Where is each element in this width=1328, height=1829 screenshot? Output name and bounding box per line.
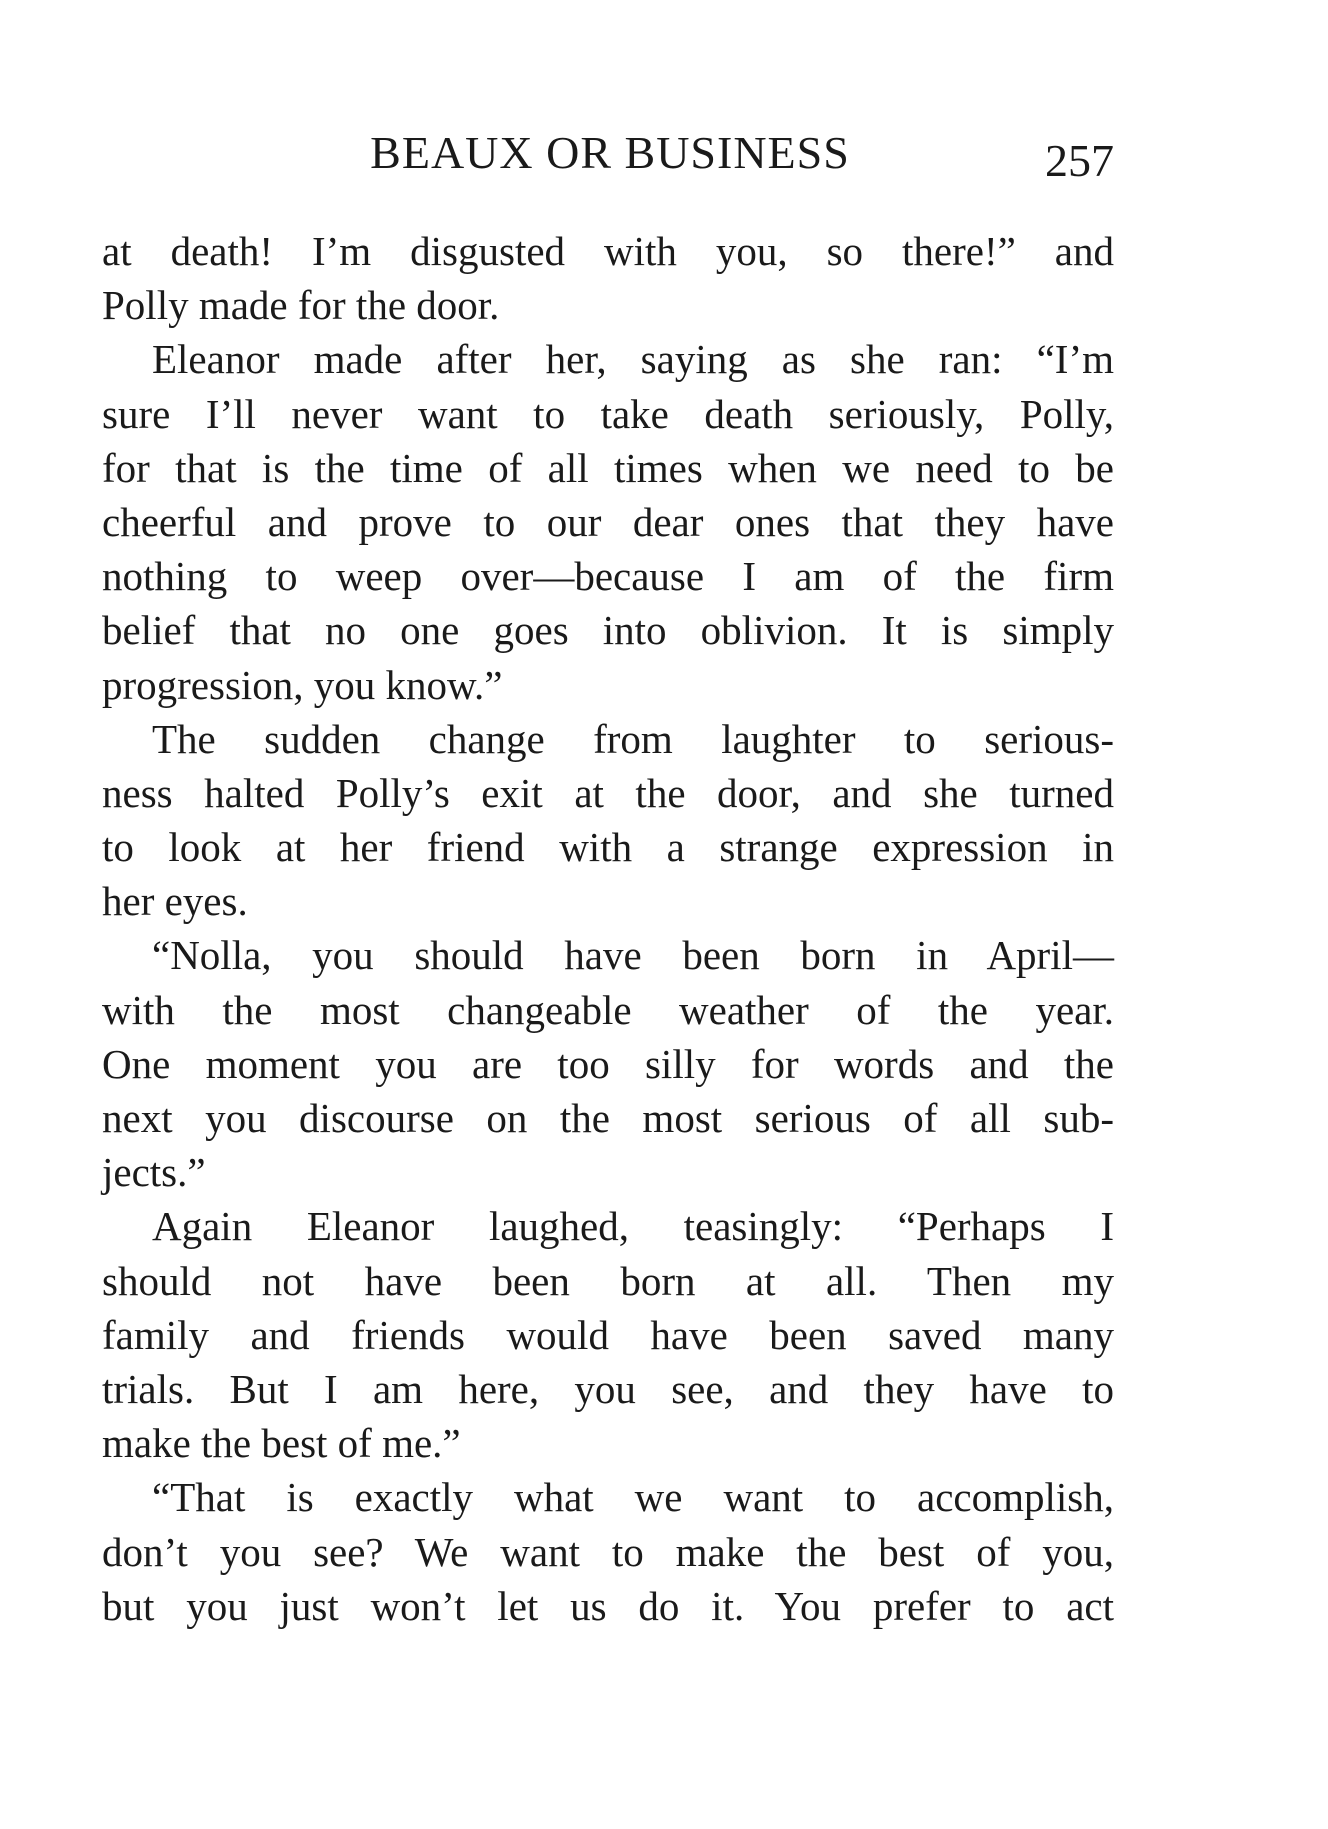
text-line: don’t you see? We want to make the best of you, — [102, 1528, 1114, 1575]
text-line: jects.” — [102, 1149, 206, 1196]
text-line: Polly made for the door. — [102, 282, 500, 329]
text-line: cheerful and prove to our dear ones that they have — [102, 498, 1114, 545]
text-line: progression, you know.” — [102, 661, 503, 708]
text-line: “Nolla, you should have been born in April— — [152, 932, 1114, 979]
text-line: make the best of me.” — [102, 1420, 461, 1467]
running-head — [100, 118, 1120, 188]
body-text — [102, 224, 1114, 1633]
text-line: for that is the time of all times when we need to be — [102, 444, 1114, 491]
text-line: The sudden change from laughter to serious- — [152, 715, 1114, 762]
text-line: belief that no one goes into oblivion. It is simply — [102, 607, 1114, 654]
text-line: but you just won’t let us do it. You prefer to act — [102, 1582, 1114, 1629]
text-line: trials. But I am here, you see, and they have to — [102, 1365, 1114, 1412]
text-line: Eleanor made after her, saying as she ran: “I’m — [152, 336, 1114, 383]
text-line: family and friends would have been saved many — [102, 1311, 1114, 1358]
text-line: at death! I’m disgusted with you, so there!” and — [102, 228, 1114, 274]
text-line: ness halted Polly’s exit at the door, and she turned — [102, 769, 1114, 816]
text-line: should not have been born at all. Then my — [102, 1257, 1114, 1304]
text-line: with the most changeable weather of the year. — [102, 986, 1114, 1033]
text-line: nothing to weep over—because I am of the firm — [102, 553, 1114, 600]
page-number: 257 — [1045, 135, 1114, 186]
text-line: “That is exactly what we want to accomplish, — [152, 1474, 1114, 1521]
text-line: sure I’ll never want to take death seriously, Polly, — [102, 390, 1114, 437]
text-line: Again Eleanor laughed, teasingly: “Perhaps I — [152, 1203, 1114, 1250]
text-line: next you discourse on the most serious of all sub- — [102, 1095, 1114, 1141]
text-line: One moment you are too silly for words and the — [102, 1040, 1114, 1087]
text-line: to look at her friend with a strange expression in — [102, 824, 1114, 871]
running-title: BEAUX OR BUSINESS — [370, 127, 850, 178]
text-line: her eyes. — [102, 878, 248, 925]
